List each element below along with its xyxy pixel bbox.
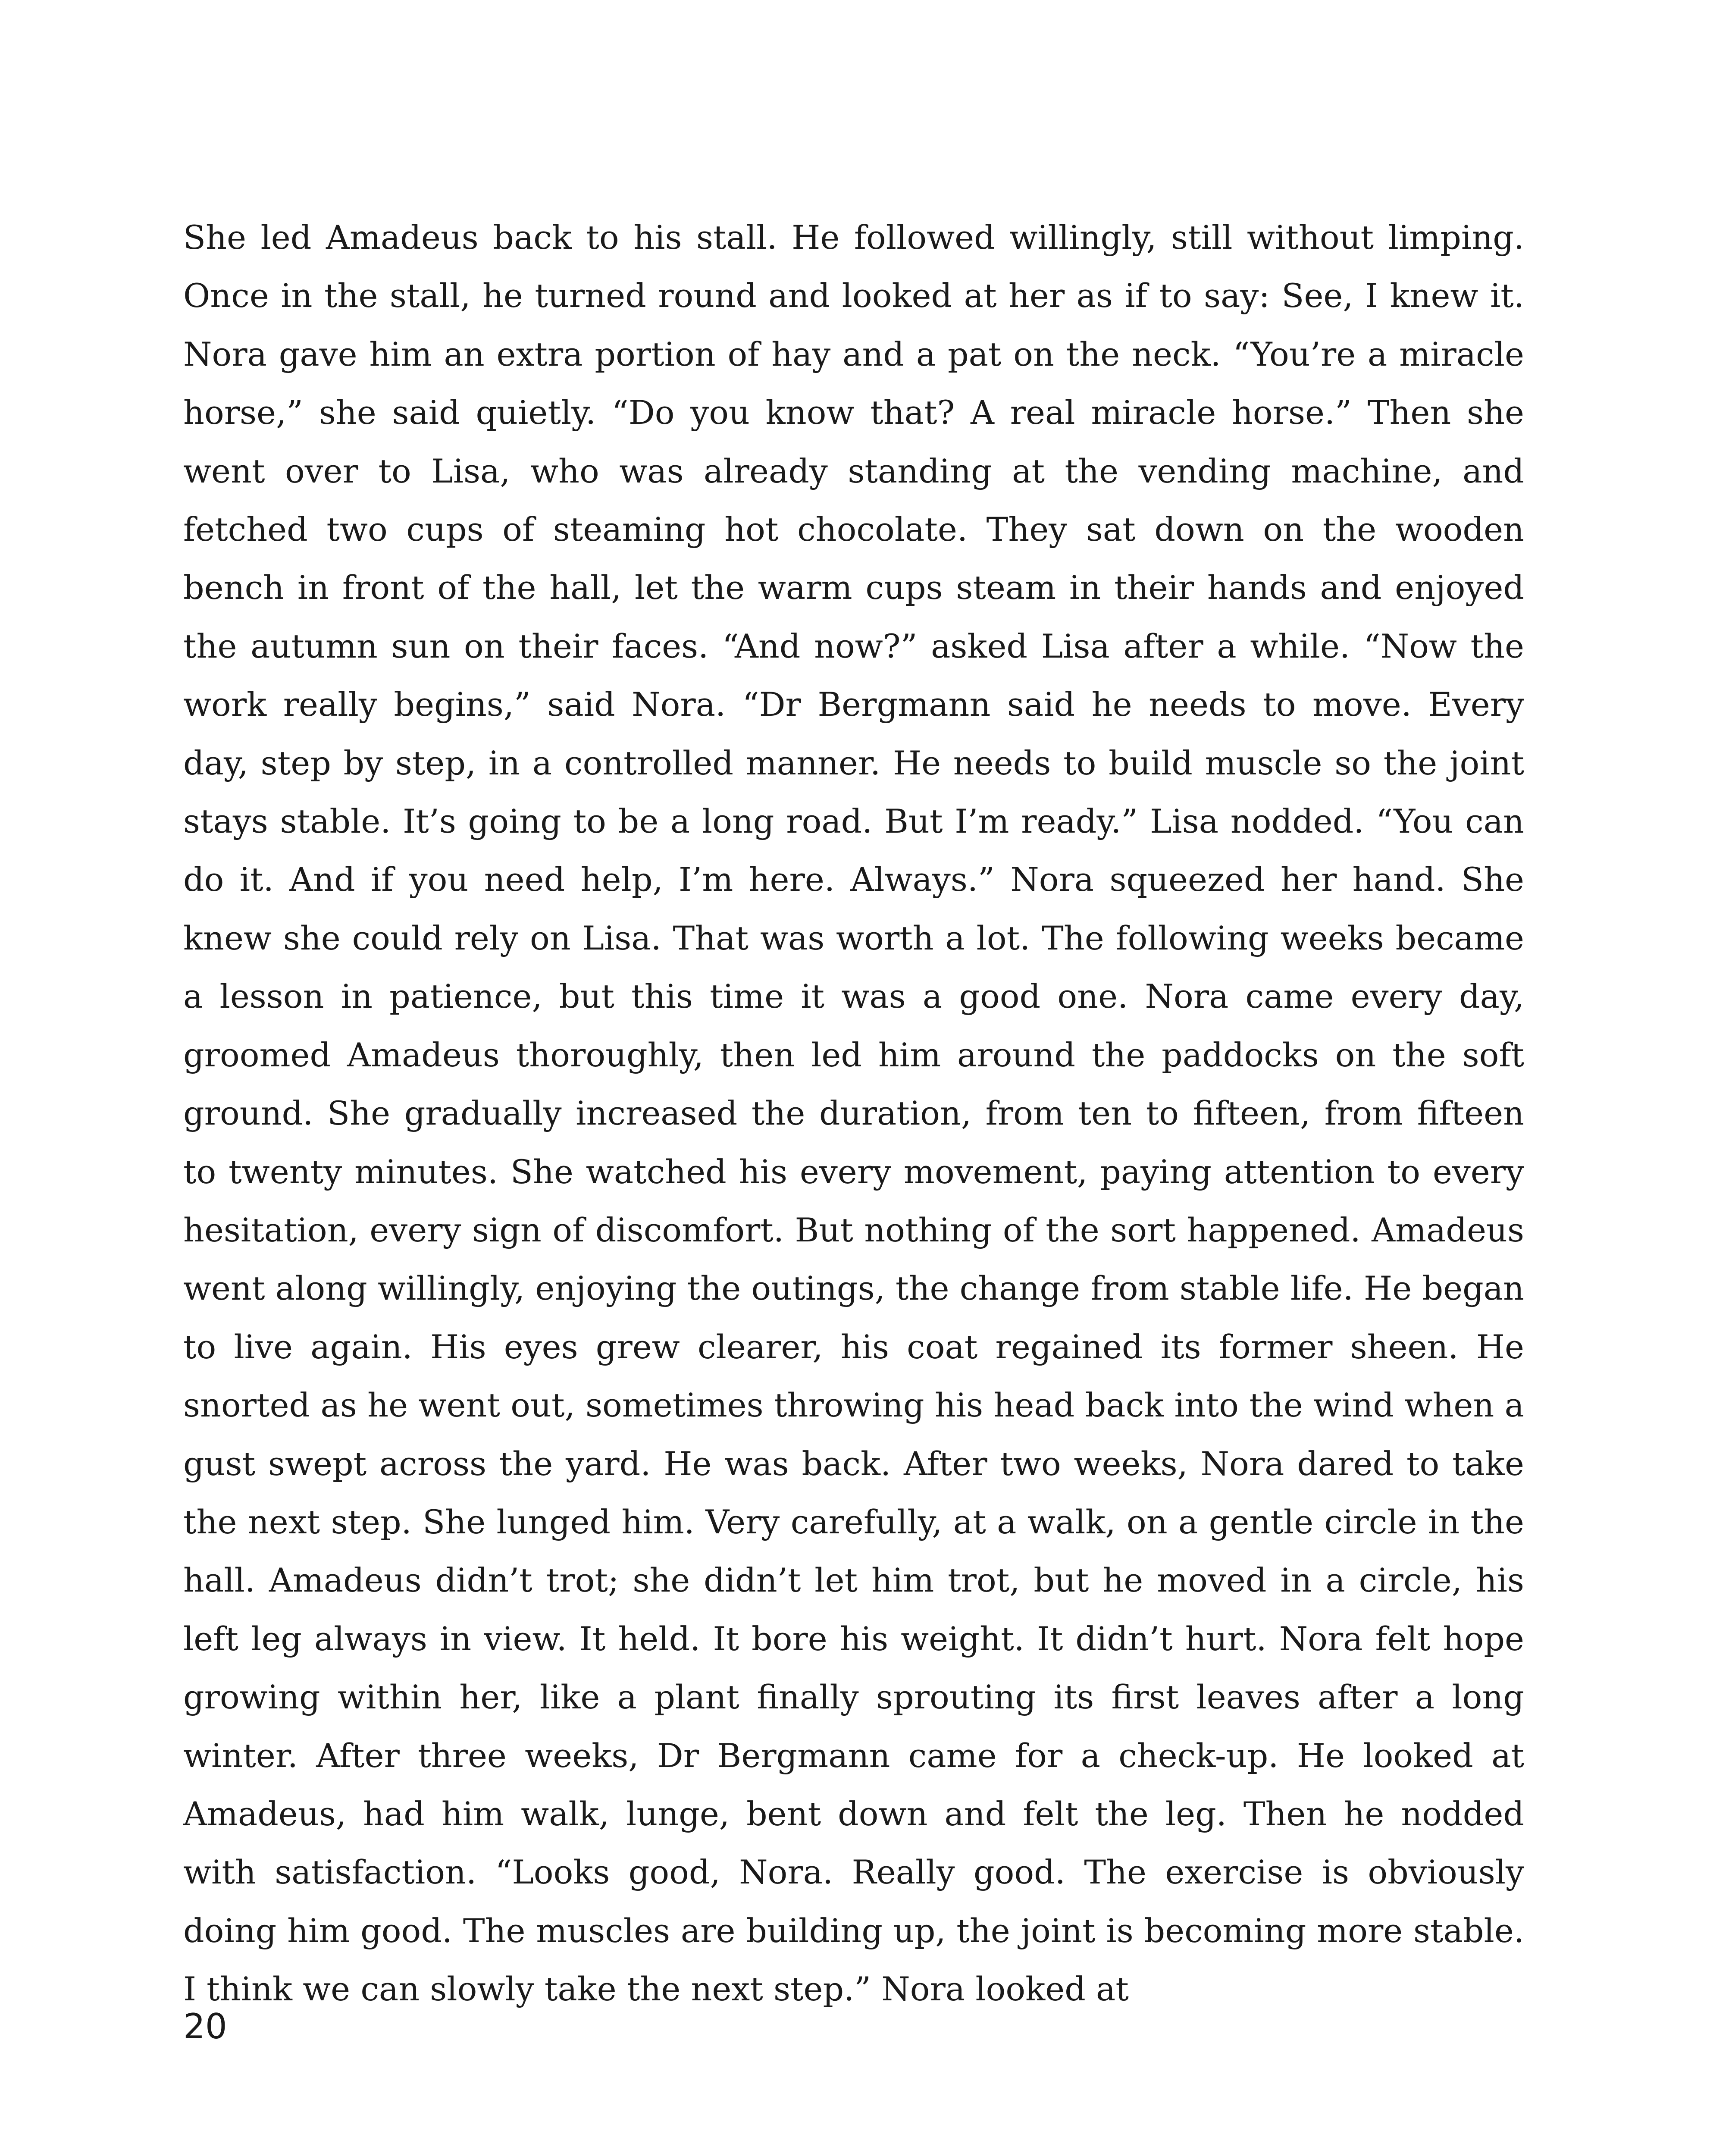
page-number: 20 bbox=[183, 2006, 227, 2046]
body-paragraph: She led Amadeus back to his stall. He followed willingly, still without limping. Once in the stall, he turned round and looked at her as if to say: See, I knew it. Nora gave him an extra portion of hay and a pat on the neck. “You’re a miracle horse,” she said quietly. “Do you know that? A real miracle horse.” Then she went over to Lisa, who was already standing at the vending machine, and fetched two cups of steaming hot chocolate. They sat down on the wooden bench in front of the hall, let the warm cups steam in their hands and enjoyed the autumn sun on their faces. “And now?” asked Lisa after a while. “Now the work really begins,” said Nora. “Dr Bergmann said he needs to move. Every day, step by step, in a controlled manner. He needs to build muscle so the joint stays stable. It’s going to be a long road. But I’m ready.” Lisa nodded. “You can do it. And if you need help, I’m here. Always.” Nora squeezed her hand. She knew she could rely on Lisa. That was worth a lot. The following weeks became a lesson in patience, but this time it was a good one. Nora came every day, groomed Amadeus thoroughly, then led him around the paddocks on the soft ground. She gradually increased the duration, from ten to fifteen, from fifteen to twenty minutes. She watched his every movement, paying attention to every hesitation, every sign of discomfort. But nothing of the sort happened. Amadeus went along willingly, enjoying the outings, the change from stable life. He began to live again. His eyes grew clearer, his coat regained its former sheen. He snorted as he went out, sometimes throwing his head back into the wind when a gust swept across the yard. He was back. After two weeks, Nora dared to take the next step. She lunged him. Very carefully, at a walk, on a gentle circle in the hall. Amadeus didn’t trot; she didn’t let him trot, but he moved in a circle, his left leg always in view. It held. It bore his weight. It didn’t hurt. Nora felt hope growing within her, like a plant finally sprouting its first leaves after a long winter. After three weeks, Dr Bergmann came for a check-up. He looked at Amadeus, had him walk, lunge, bent down and felt the leg. Then he nodded with satisfaction. “Looks good, Nora. Really good. The exercise is obviously doing him good. The muscles are building up, the joint is becoming more stable. I think we can slowly take the next step.” Nora looked at bbox=[183, 218, 1524, 2009]
